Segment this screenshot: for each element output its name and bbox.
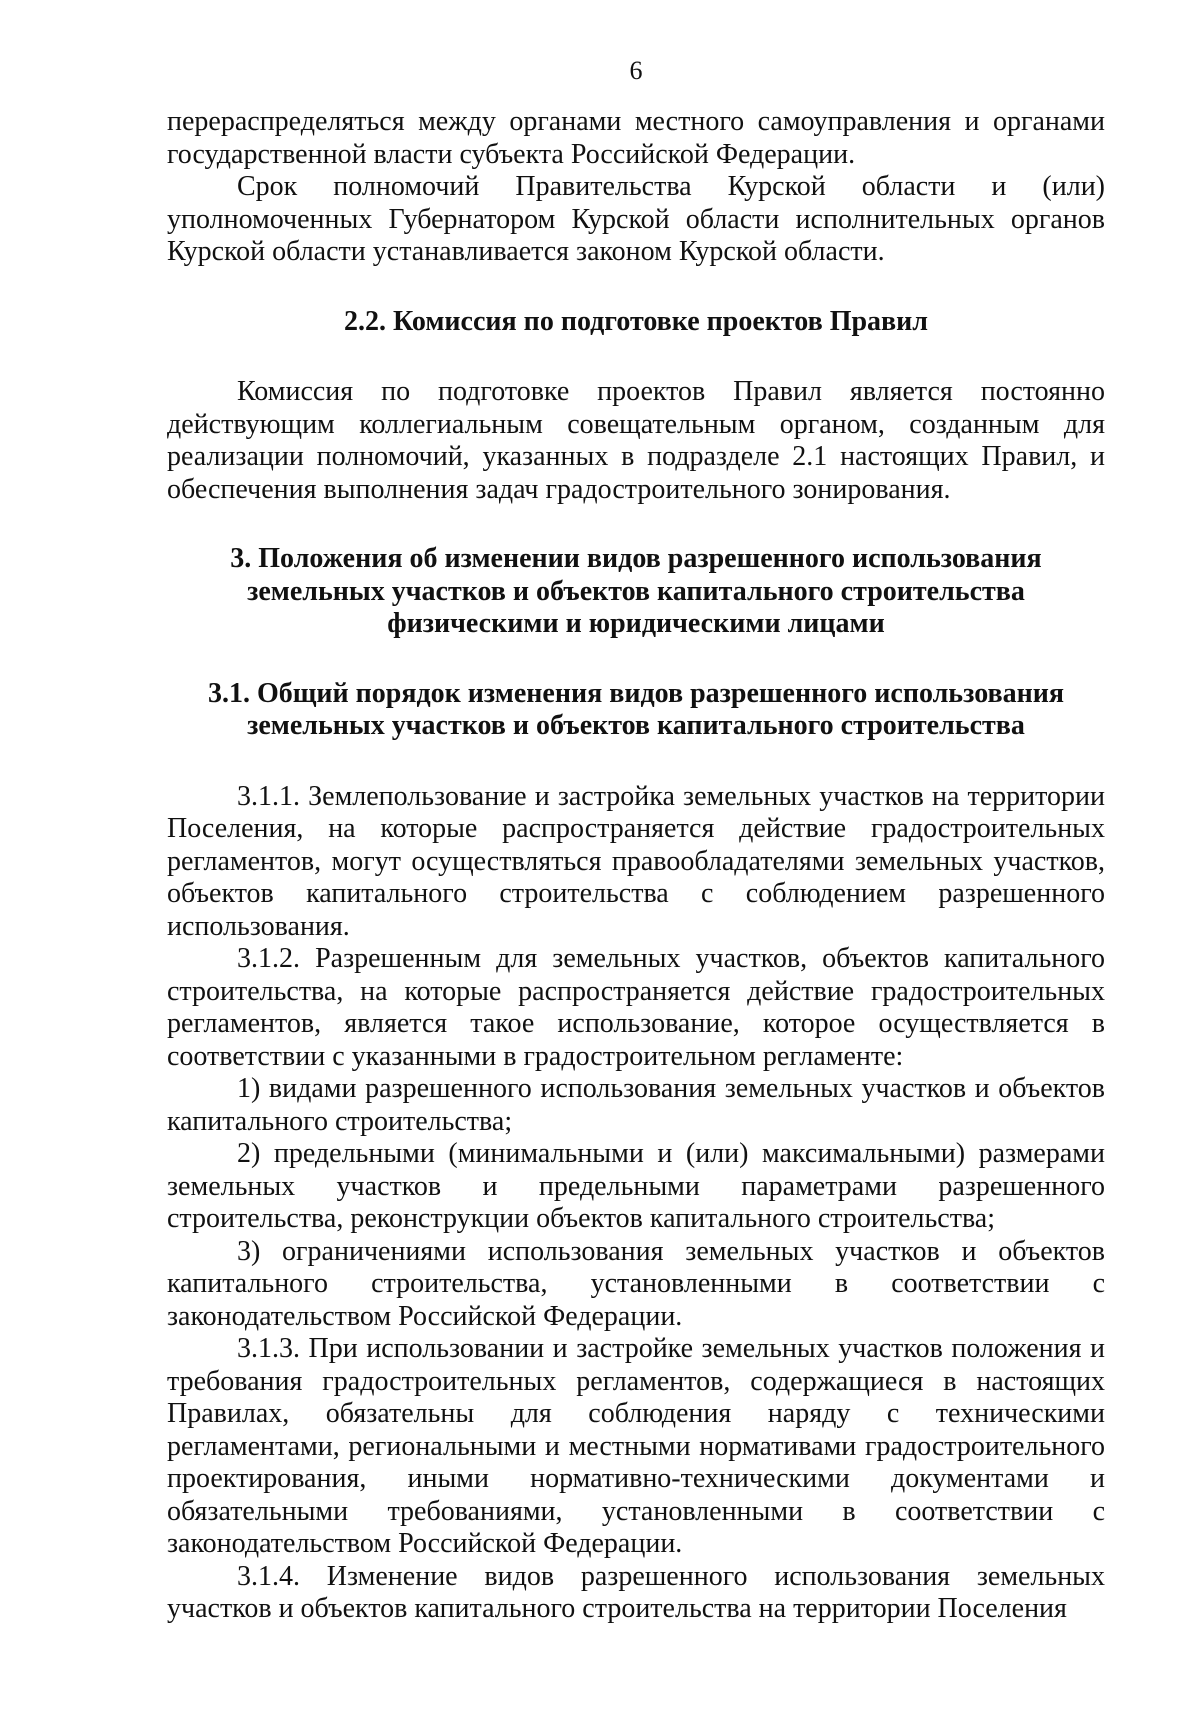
paragraph-3-1-3: 3.1.3. При использовании и застройке земельных участков положения и требования градостроительных регламентов, содержащиеся в настоящих Правилах, обязательны для соблюдения наряду с техническими регламентами, региональными и местными нормативами градостроительного проектирования, иными нормативно-техническими документами и обязательными требованиями, установленными в соответствии с законодательством Российской Федерации. [167, 1333, 1105, 1559]
section-heading-3 [167, 543, 1105, 641]
spacer [167, 338, 1105, 376]
section-heading-3-1 [167, 678, 1105, 743]
heading-line: 3. Положения об изменении видов разрешенного использования [230, 543, 1042, 574]
paragraph-continuation: перераспределяться между органами местного самоуправления и органами государственной власти субъекта Российской Федерации. [167, 106, 1105, 170]
heading-line: физическими и юридическими лицами [387, 608, 885, 639]
spacer [167, 743, 1105, 781]
list-item-1: 1) видами разрешенного использования земельных участков и объектов капитального строительства; [167, 1073, 1105, 1137]
spacer [167, 269, 1105, 306]
heading-line: 3.1. Общий порядок изменения видов разрешенного использования [207, 677, 1065, 709]
page-number: 6 [629, 56, 643, 85]
spacer [167, 506, 1105, 543]
paragraph-commission: Комиссия по подготовке проектов Правил является постоянно действующим коллегиальным совещательным органом, созданным для реализации полномочий, указанных в подразделе 2.1 настоящих Правил, и обеспечения выполнения задач градостроительного зонирования. [167, 376, 1105, 505]
paragraph-3-1-2: 3.1.2. Разрешенным для земельных участков, объектов капитального строительства, на которые распространяется действие градостроительных регламентов, является такое использование, которое осуществляется в соответствии с указанными в градостроительном регламенте: [167, 943, 1105, 1072]
section-heading-2-2: 2.2. Комиссия по подготовке проектов Правил [343, 305, 929, 337]
paragraph-term-of-powers: Срок полномочий Правительства Курской области и (или) уполномоченных Губернатором Курской области исполнительных органов Курской области устанавливается законом Курской области. [167, 171, 1105, 267]
document-page [167, 56, 1105, 1626]
spacer [167, 641, 1105, 678]
list-item-3: 3) ограничениями использования земельных участков и объектов капитального строительства, установленными в соответствии с законодательством Российской Федерации. [167, 1235, 1105, 1332]
heading-line: земельных участков и объектов капитального строительства [247, 710, 1025, 741]
paragraph-3-1-1: 3.1.1. Землепользование и застройка земельных участков на территории Поселения, на которые распространяется действие градостроительных регламентов, могут осуществляться правообладателями земельных участков, объектов капитального строительства с соблюдением разрешенного использования. [167, 780, 1105, 942]
paragraph-3-1-4: 3.1.4. Изменение видов разрешенного использования земельных участков и объектов капитального строительства на территории Поселения [167, 1560, 1105, 1624]
heading-line: земельных участков и объектов капитального строительства [247, 575, 1025, 607]
list-item-2: 2) предельными (минимальными и (или) максимальными) размерами земельных участков и предельными параметрами разрешенного строительства, реконструкции объектов капитального строительства; [167, 1138, 1105, 1234]
